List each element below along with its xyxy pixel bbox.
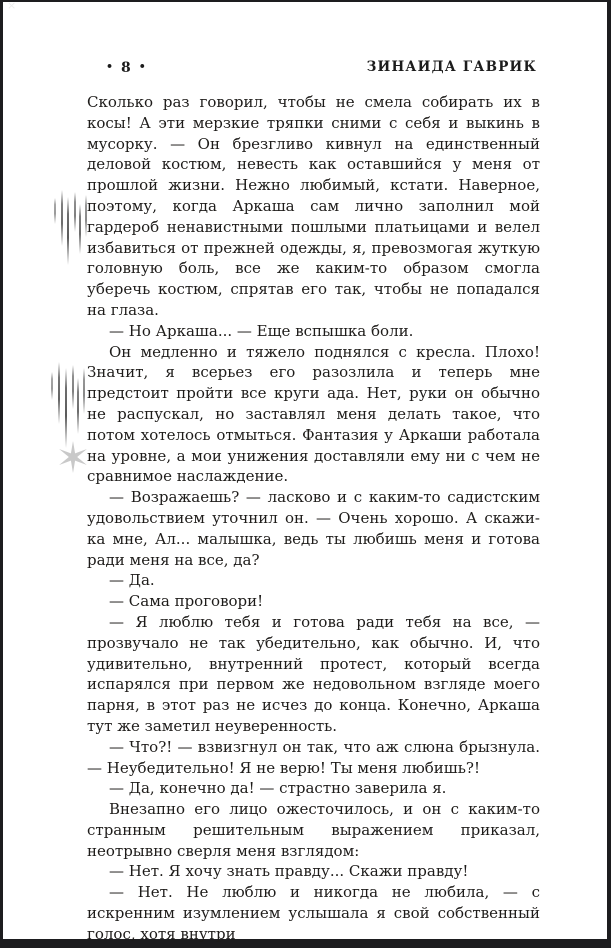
paragraph: — Что?! — взвизгнул он так, что аж слюна брызнула. — Неубедительно! Я не верю! Ты меня любишь?! [87,737,540,777]
scratch-lines-ornament-top [52,190,90,268]
paragraph: — Я люблю тебя и готова ради тебя на все, — прозвучало не так убедительно, как обычно. И, что удивительно, внутренний протест, который всегда испарялся при первом же недовольном взгляде моего парня, в этот раз не исчез до конца. Конечно, Аркаша тут же заметил неуверенность. [87,612,540,735]
author-running-head: ЗИНАИДА ГАВРИК [366,59,537,75]
paragraph: Сколько раз говорил, чтобы не смела собирать их в косы! А эти мерзкие тряпки сними с себя и выкинь в мусорку. — Он брезгливо кивнул на единственный деловой костюм, невесть как оставшийся у меня от прошлой жизни. Нежно любимый, кстати. Наверное, поэтому, когда Аркаша сам лично заполнил мой гардероб ненавистными пошлыми платьицами и велел избавиться от прежней одежды, я, превозмогая жуткую головную боль, все же каким-то образом смогла уберечь костюм, спрятав его так, чтобы не попадался на глаза. [87,93,540,319]
page-number-value: 8 [121,59,132,76]
page-header [85,59,537,76]
page-surface [3,0,607,943]
paragraph: — Нет. Не люблю и никогда не любила, — с искренним изумлением услышала я свой собственный голос, хотя внутри [87,883,540,943]
page-number-dot-right: • [138,60,147,73]
paragraph: Внезапно его лицо ожесточилось, и он с каким-то странным решительным выражением приказал, неотрывно сверля меня взглядом: [87,800,540,860]
page-number [106,60,147,76]
page-number-dot-left: • [106,60,115,73]
paragraph: — Да. [109,571,155,590]
page-text-block [87,92,540,945]
star-ornament-icon [57,439,89,475]
paragraph: — Возражаешь? — ласково и с каким-то садистским удовольствием уточнил он. — Очень хорошо. А скажи-ка мне, Ал... малышка, ведь ты любишь меня и готова ради меня на все, да? [87,488,540,569]
paragraph: — Да, конечно да! — страстно заверила я. [109,779,447,798]
paragraph: — Но Аркаша... — Еще вспышка боли. [109,321,414,340]
paragraph: Он медленно и тяжело поднялся с кресла. Плохо! Значит, я всерьез его разозлила и теперь мне предстоит пройти все круги ада. Нет, руки он обычно не распускал, но заставлял меня делать такое, что потом хотелось отмыться. Фантазия у Аркаши работала на уровне, а мои унижения доставляли ему ни с чем не сравнимое наслаждение. [87,342,540,486]
paragraph: — Нет. Я хочу знать правду... Скажи правду! [109,862,469,881]
scratch-lines-ornament-middle [49,362,87,448]
faint-close-artifact: × [7,0,17,12]
paragraph: — Сама проговори! [109,592,264,611]
